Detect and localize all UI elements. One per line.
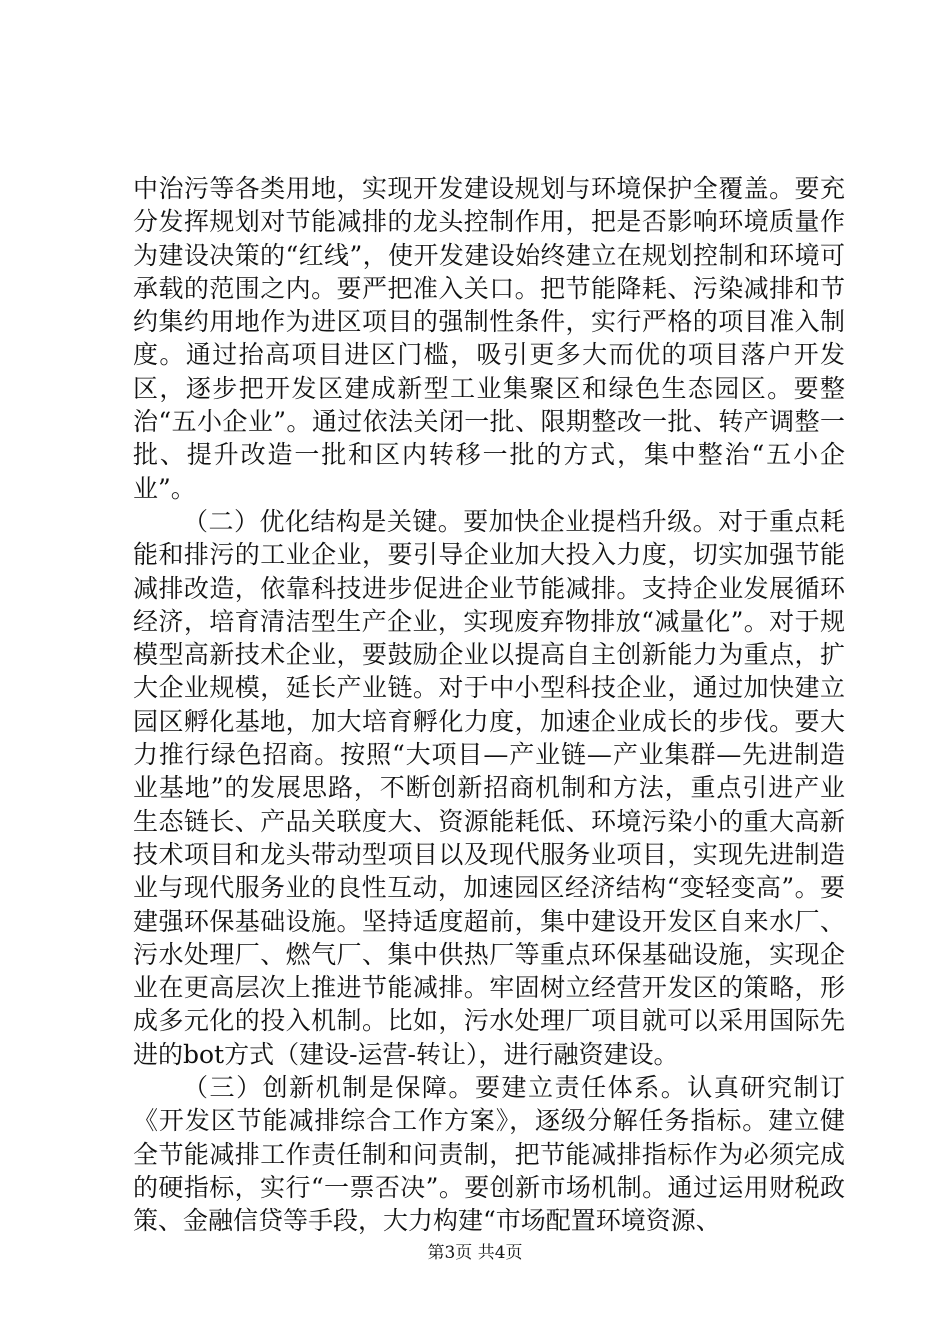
page-number-footer: 第3页 共4页 bbox=[427, 1243, 523, 1263]
document-body bbox=[133, 172, 845, 1238]
paragraph-continuation: 中治污等各类用地，实现开发建设规划与环境保护全覆盖。要充分发挥规划对节能减排的龙头控制作用，把是否影响环境质量作为建设决策的“红线”，使开发建设始终建立在规划控制和环境可承载的范围之内。要严把准入关口。把节能降耗、污染减排和节约集约用地作为进区项目的强制性条件，实行严格的项目准入制度。通过抬高项目进区门槛，吸引更多大而优的项目落户开发区，逐步把开发区建成新型工业集聚区和绿色生态园区。要整治“五小企业”。通过依法关闭一批、限期整改一批、转产调整一批、提升改造一批和区内转移一批的方式，集中整治“五小企业”。 bbox=[133, 174, 845, 503]
paragraph-innovate-mechanism: （三）创新机制是保障。要建立责任体系。认真研究制订《开发区节能减排综合工作方案》，逐级分解任务指标。建立健全节能减排工作责任制和问责制，把节能减排指标作为必须完成的硬指标，实行“一票否决”。要创新市场机制。通过运用财税政策、金融信贷等手段，大力构建“市场配置环境资源、 bbox=[133, 1073, 845, 1236]
paragraph-optimize-structure: （二）优化结构是关键。要加快企业提档升级。对于重点耗能和排污的工业企业，要引导企业加大投入力度，切实加强节能减排改造，依靠科技进步促进企业节能减排。支持企业发展循环经济，培育清洁型生产企业，实现废弃物排放“减量化”。对于规模型高新技术企业，要鼓励企业以提高自主创新能力为重点，扩大企业规模，延长产业链。对于中小型科技企业，通过加快建立园区孵化基地，加大培育孵化力度，加速企业成长的步伐。要大力推行绿色招商。按照“大项目—产业链—产业集群—先进制造业基地”的发展思路，不断创新招商机制和方法，重点引进产业生态链长、产品关联度大、资源能耗低、环境污染小的重大高新技术项目和龙头带动型项目以及现代服务业项目，实现先进制造业与现代服务业的良性互动，加速园区经济结构“变轻变高”。要建强环保基础设施。坚持适度超前，集中建设开发区自来水厂、污水处理厂、燃气厂、集中供热厂等重点环保基础设施，实现企业在更高层次上推进节能减排。牢固树立经营开发区的策略，形成多元化的投入机制。比如，污水处理厂项目就可以采用国际先进的bot方式（建设-运营-转让），进行融资建设。 bbox=[133, 506, 845, 1069]
